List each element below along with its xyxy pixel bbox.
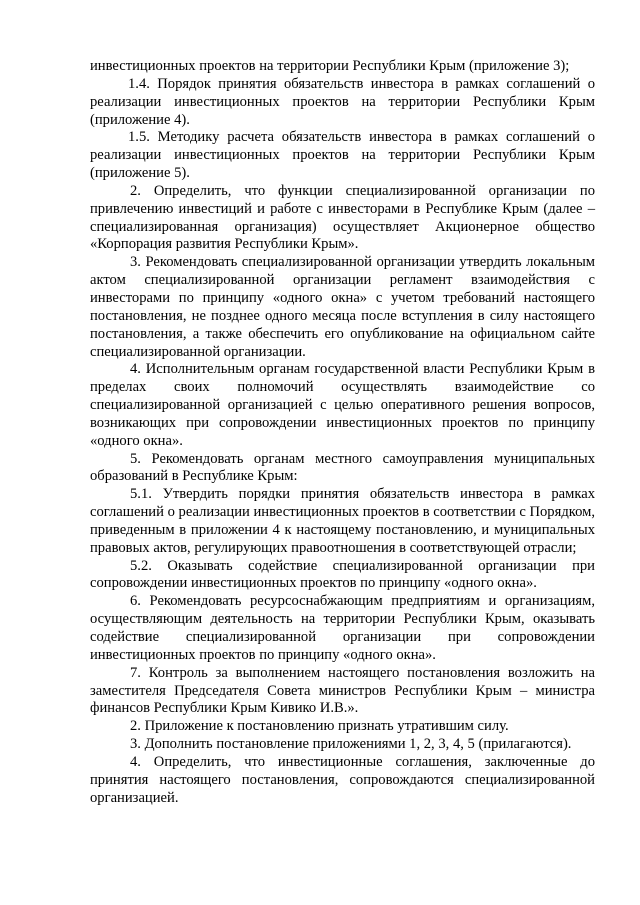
paragraph-item-2: 2. Определить, что функции специализированной организации по привлечению инвестиций и работе с инвесторами в Республике Крым (далее – специализированная организация) осуществляет Акционерное общество «Корпорация развития Республики Крым». — [90, 182, 595, 253]
document-page — [90, 58, 595, 807]
paragraph-section-2: 2. Приложение к постановлению признать утратившим силу. — [130, 718, 509, 735]
paragraph-item-4: 4. Исполнительным органам государственной власти Республики Крым в пределах своих полномочий осуществлять взаимодействие со специализированной организацией с целью оперативного решения вопросов, возникающих при сопровождении инвестиционных проектов по принципу «одного окна». — [90, 361, 595, 449]
paragraph-item-1-4: 1.4. Порядок принятия обязательств инвестора в рамках соглашений о реализации инвестиционных проектов на территории Республики Крым (приложение 4). — [90, 75, 595, 128]
paragraph-section-4: 4. Определить, что инвестиционные соглашения, заключенные до принятия настоящего постановления, сопровождаются специализированной организацией. — [90, 753, 595, 806]
paragraph-item-1-5: 1.5. Методику расчета обязательств инвестора в рамках соглашений о реализации инвестиционных проектов на территории Республики Крым (приложение 5). — [90, 129, 595, 182]
paragraph-item-3: 3. Рекомендовать специализированной организации утвердить локальным актом специализированной организации регламент взаимодействия с инвесторами по принципу «одного окна» с учетом требований настоящего постановления, не позднее одного месяца после вступления в силу настоящего постановления, а также обеспечить его опубликование на официальном сайте специализированной организации. — [90, 254, 595, 360]
paragraph-item-5: 5. Рекомендовать органам местного самоуправления муниципальных образований в Республике Крым: — [90, 450, 595, 485]
paragraph-item-7: 7. Контроль за выполнением настоящего постановления возложить на заместителя Председателя Совета министров Республики Крым – министра финансов Республики Крым Кивико И.В.». — [90, 664, 595, 717]
paragraph-continuation: инвестиционных проектов на территории Республики Крым (приложение 3); — [90, 58, 570, 74]
paragraph-item-5-2: 5.2. Оказывать содействие специализированной организации при сопровождении инвестиционных проектов по принципу «одного окна». — [90, 557, 595, 592]
paragraph-item-5-1: 5.1. Утвердить порядки принятия обязательств инвестора в рамках соглашений о реализации инвестиционных проектов в соответствии с Порядком, приведенным в приложении 4 к настоящему постановлению, и муниципальных правовых актов, регулирующих правоотношения в соответствующей отрасли; — [90, 486, 595, 556]
paragraph-item-6: 6. Рекомендовать ресурсоснабжающим предприятиям и организациям, осуществляющим деятельность на территории Республики Крым, оказывать содействие специализированной организации при сопровождении инвестиционных проектов по принципу «одного окна». — [90, 593, 595, 663]
paragraph-section-3: 3. Дополнить постановление приложениями 1, 2, 3, 4, 5 (прилагаются). — [130, 736, 572, 753]
